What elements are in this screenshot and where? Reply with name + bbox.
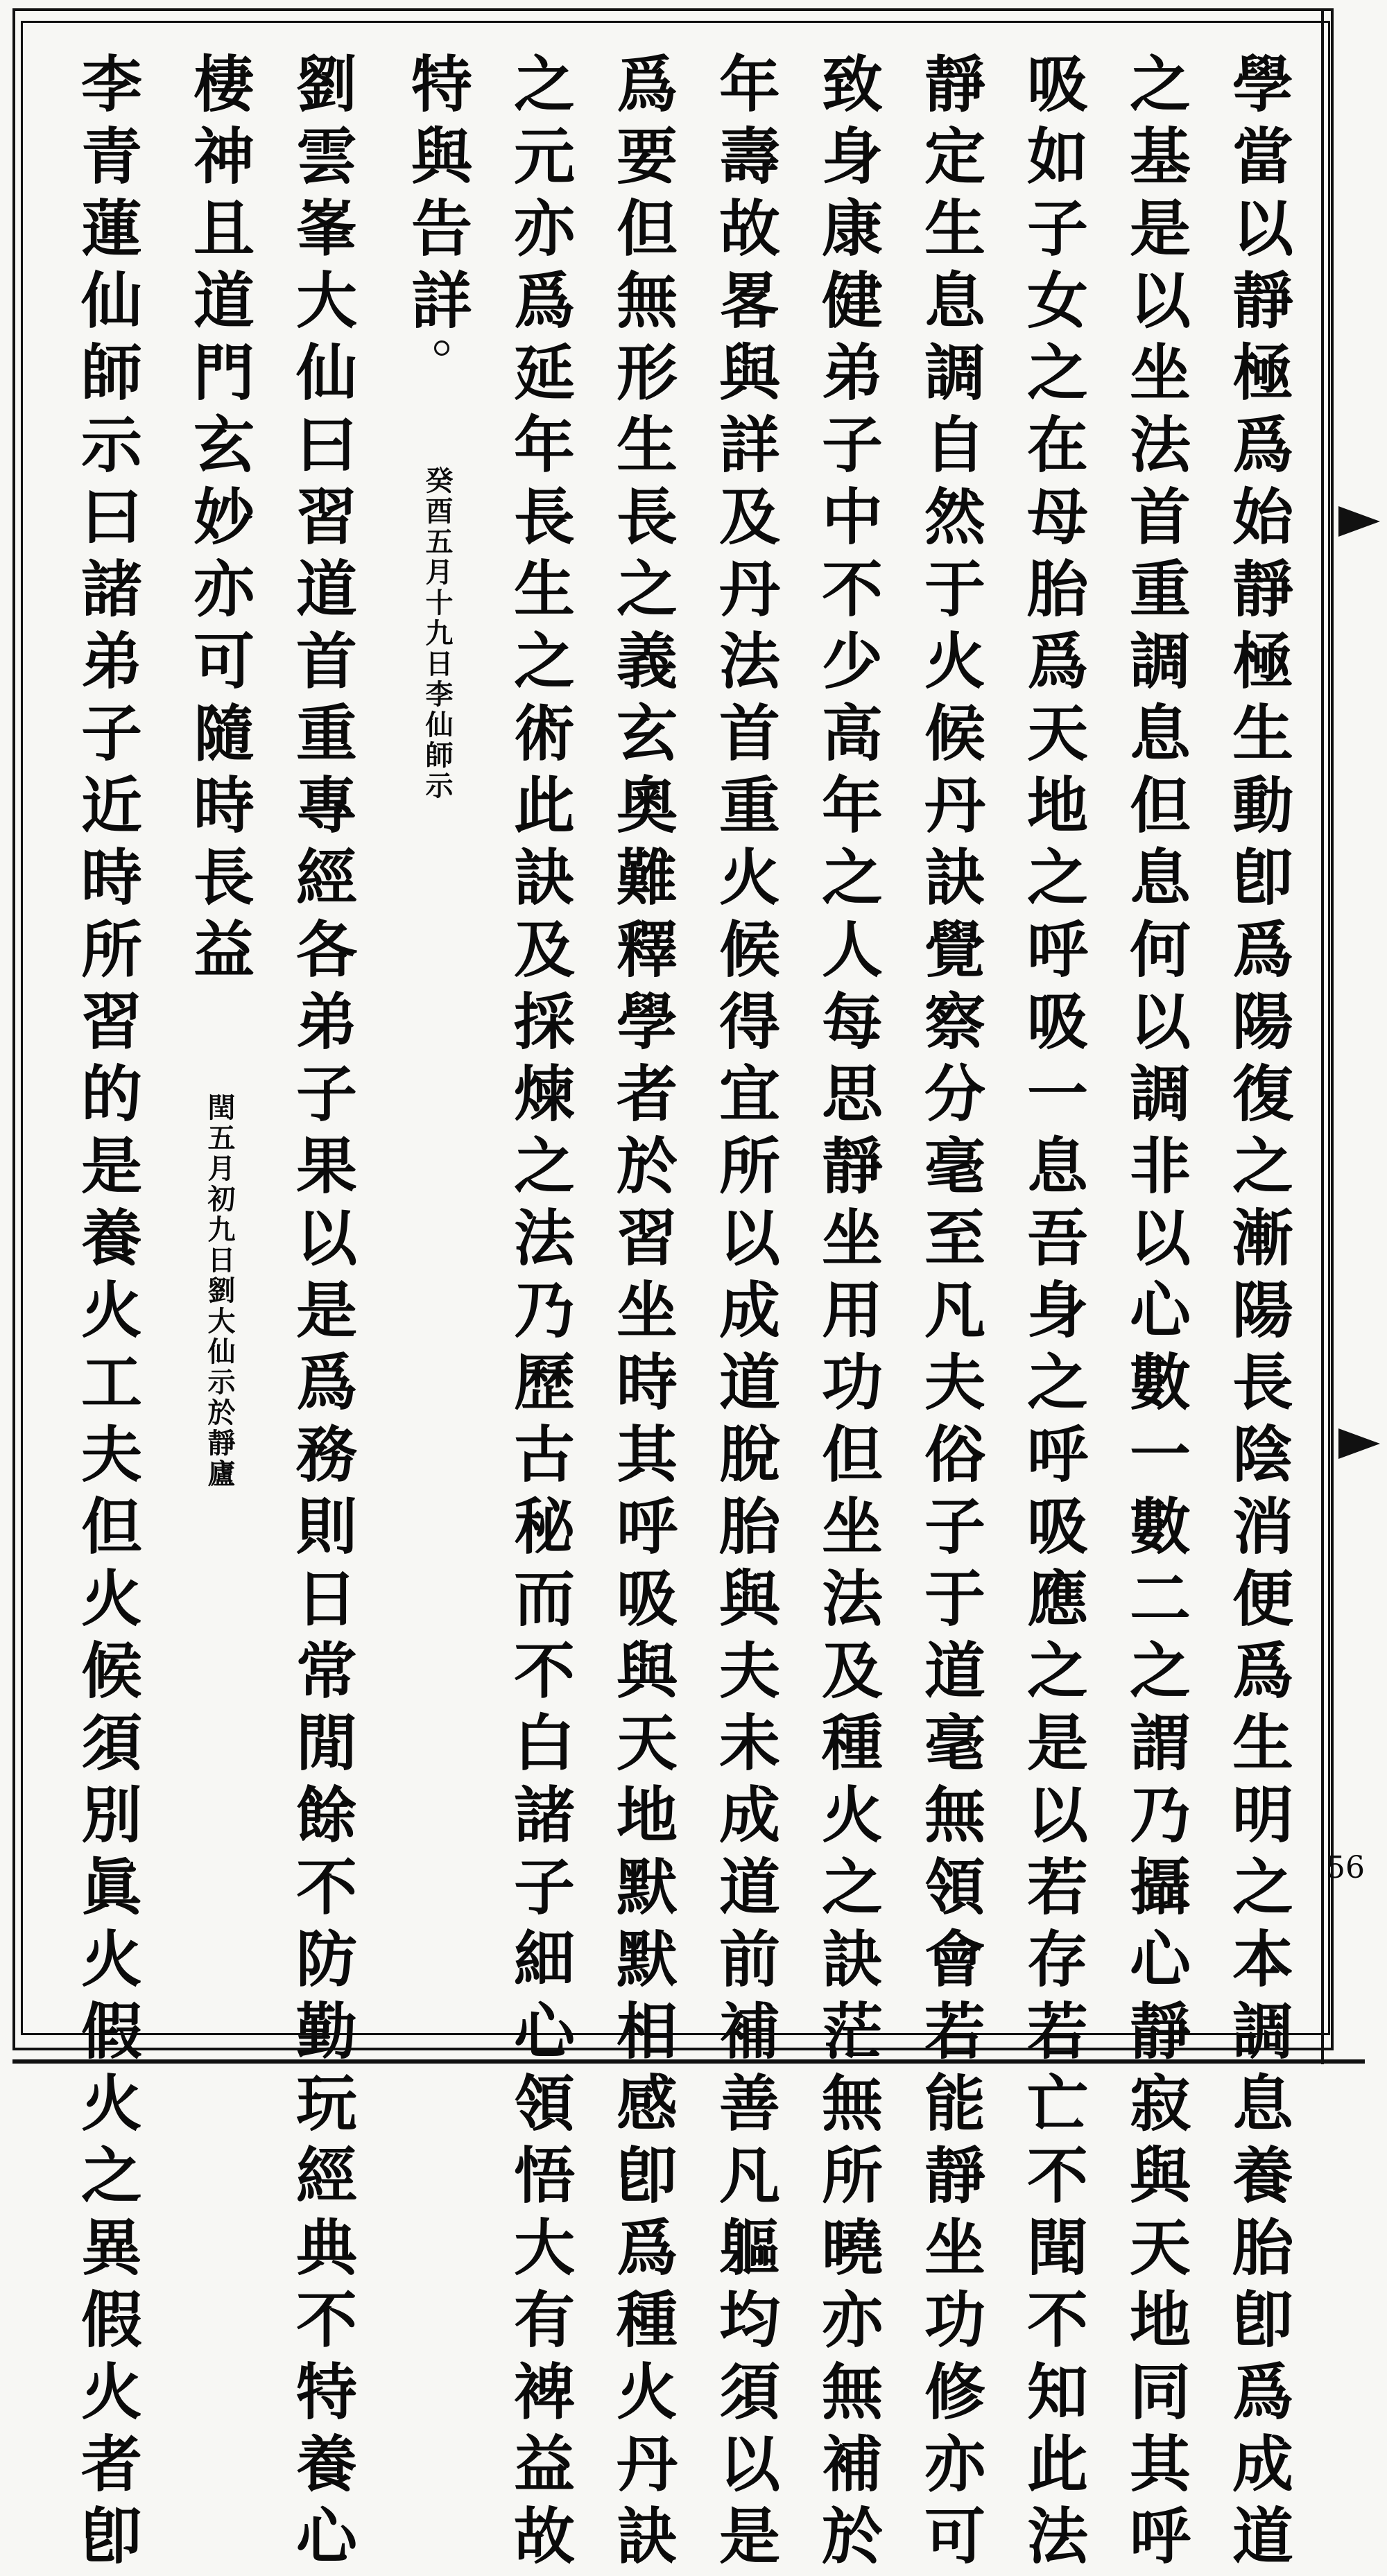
text-column-10: 劉雲峯大仙曰習道首重專經各弟子果以是爲務則日常閒餘不防勤玩經典不特養心 — [286, 52, 358, 2576]
text-column-11: 棲神且道門玄妙亦可隨時長益 閏五月初九日劉大仙示於靜廬 — [184, 52, 255, 1489]
text-column-4: 靜定生息調自然于火候丹訣覺察分毫至凡夫俗子于道毫無領會若能靜坐功修亦可 — [915, 52, 986, 2576]
text-column-12: 李青蓮仙師示曰諸弟子近時所習的是養火工夫但火候須別眞火假火之異假火者卽 — [71, 52, 143, 2576]
text-column-7: 爲要但無形生長之義玄奧難釋學者於習坐時其呼吸與天地默默相感卽爲種火丹訣 — [607, 52, 678, 2576]
punctuation-circle — [434, 340, 449, 356]
text-column-5: 致身康健弟子中不少高年之人每思靜坐用功但坐法及種火之訣茫無所曉亦無補於 — [812, 52, 884, 2576]
text-column-3: 吸如子女之在母胎爲天地之呼吸一息吾身之呼吸應之是以若存若亡不聞不知此法 — [1017, 52, 1089, 2576]
date-note: 閏五月初九日劉大仙示於靜廬 — [203, 1093, 235, 1489]
page-tab-marker — [1338, 1428, 1380, 1459]
text-column-6: 年壽故畧與詳及丹法首重火候得宜所以成道脫胎與夫未成道前補善凡軀均須以是 — [709, 52, 781, 2576]
text-column-2: 之基是以坐法首重調息但息何以調非以心數一數二之謂乃攝心靜寂與天地同其呼 — [1120, 52, 1191, 2576]
page-tab-marker — [1338, 506, 1380, 537]
page-number: 56 — [1326, 1850, 1365, 1885]
text-column-1: 學當以靜極爲始靜極生動卽爲陽復之漸陽長陰消便爲生明之本調息養胎卽爲成道 — [1223, 52, 1294, 2576]
text-column-9: 特與告詳 癸酉五月十九日李仙師示 — [402, 52, 473, 802]
text-column-8: 之元亦爲延年長生之術此訣及採煉之法乃歷古秘而不白諸子細心領悟大有裨益故 — [504, 52, 576, 2576]
date-note: 癸酉五月十九日李仙師示 — [421, 466, 453, 802]
right-rule — [1321, 8, 1324, 2064]
